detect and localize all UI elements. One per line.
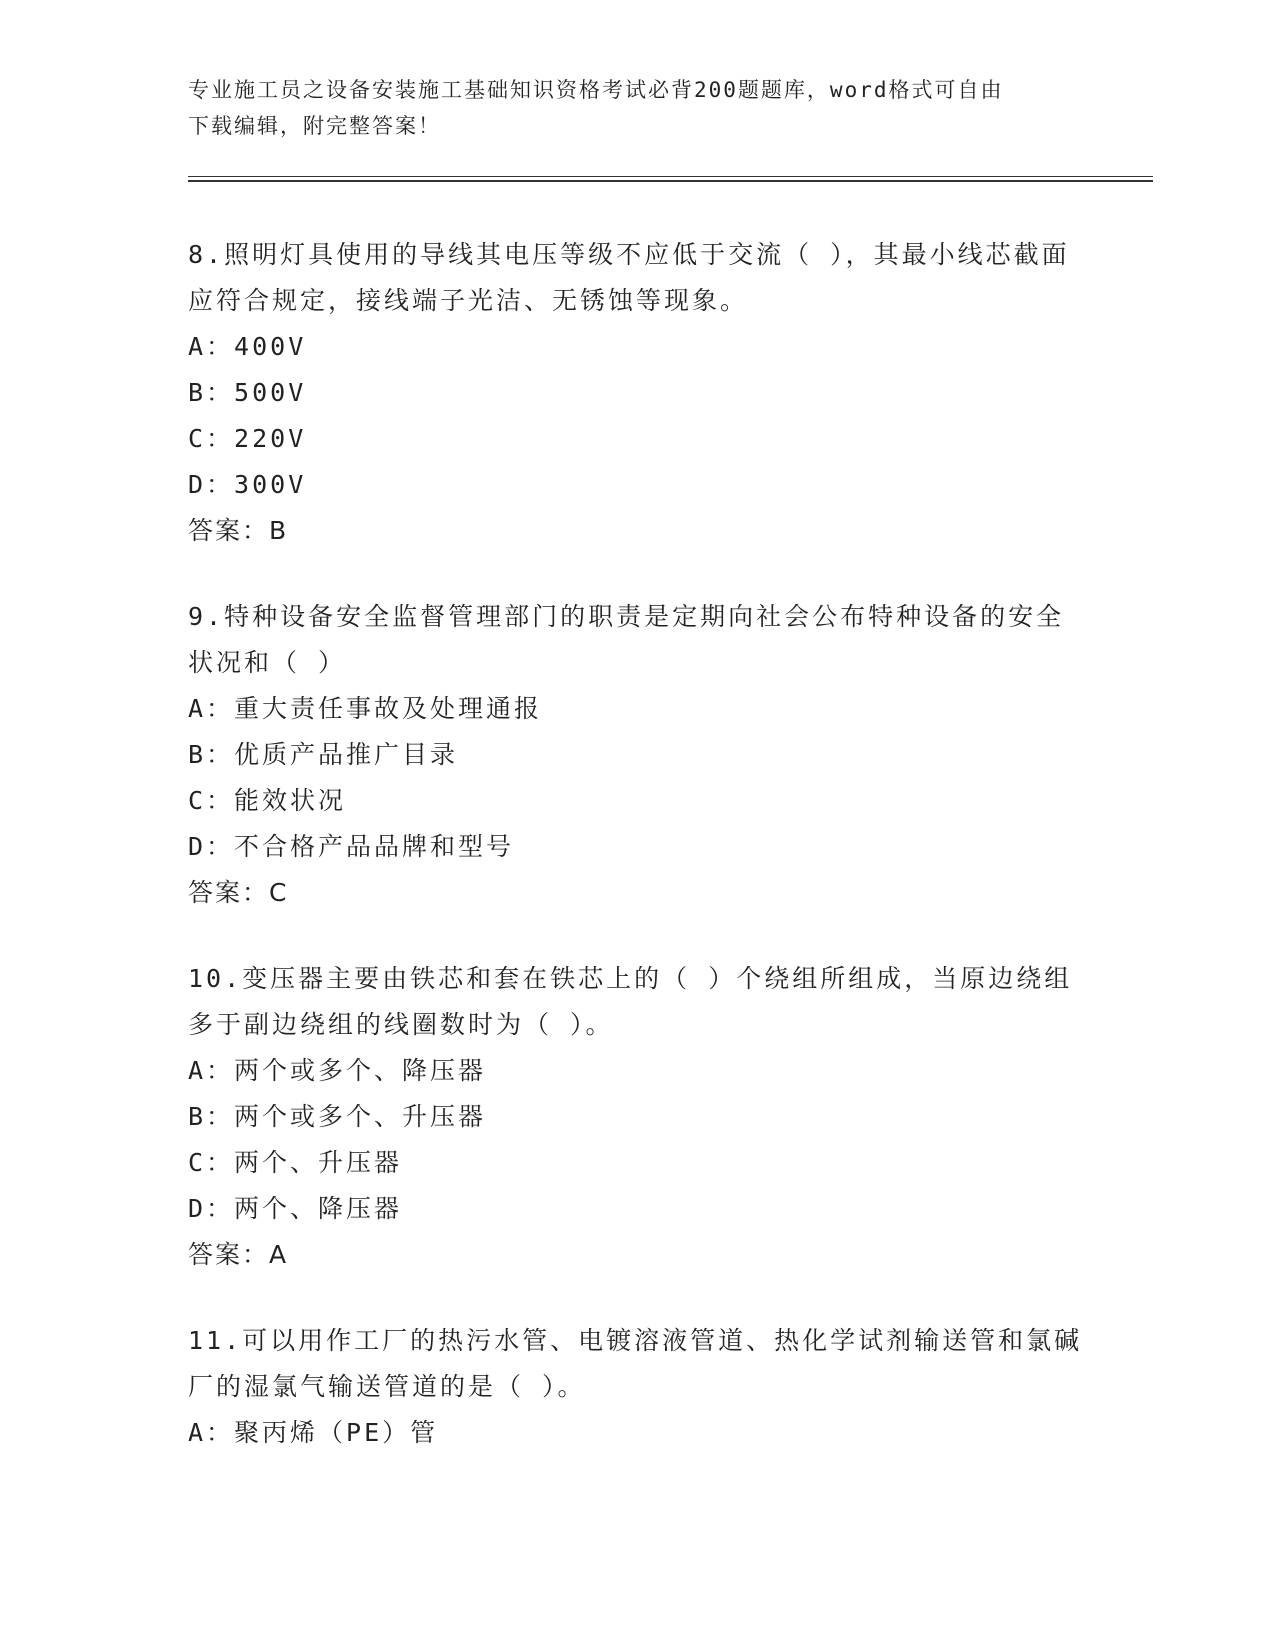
header-divider — [188, 176, 1153, 177]
question-11 — [188, 1318, 1088, 1456]
question-10 — [188, 956, 1088, 1278]
question-8 — [188, 232, 1088, 554]
option-c: C：两个、升压器 — [188, 1148, 403, 1177]
answer: 答案：C — [188, 878, 289, 907]
option-a: A：400V — [188, 332, 307, 361]
answer: 答案：A — [188, 1240, 289, 1269]
header-line-2: 下载编辑，附完整答案！ — [188, 114, 441, 138]
option-d: D：300V — [188, 470, 307, 499]
option-a: A：重大责任事故及处理通报 — [188, 694, 543, 723]
option-a: A：两个或多个、降压器 — [188, 1056, 487, 1085]
answer: 答案：B — [188, 516, 289, 545]
option-a: A：聚丙烯（PE）管 — [188, 1418, 439, 1447]
question-9 — [188, 594, 1088, 916]
option-b: B：两个或多个、升压器 — [188, 1102, 487, 1131]
option-b: B：优质产品推广目录 — [188, 740, 459, 769]
question-stem: 10.变压器主要由铁芯和套在铁芯上的（ ）个绕组所组成，当原边绕组多于副边绕组的线圈数时为（ ）。 — [188, 964, 1073, 1039]
question-list — [188, 232, 1088, 1496]
option-b: B：500V — [188, 378, 307, 407]
option-c: C：能效状况 — [188, 786, 347, 815]
option-d: D：两个、降压器 — [188, 1194, 403, 1223]
header-divider — [188, 180, 1153, 182]
question-stem: 11.可以用作工厂的热污水管、电镀溶液管道、热化学试剂输送管和氯碱厂的湿氯气输送管道的是（ ）。 — [188, 1326, 1083, 1401]
option-c: C：220V — [188, 424, 307, 453]
question-stem: 8.照明灯具使用的导线其电压等级不应低于交流（ ），其最小线芯截面应符合规定，接线端子光洁、无锈蚀等现象。 — [188, 240, 1070, 315]
document-header — [188, 72, 1088, 144]
header-line-1: 专业施工员之设备安装施工基础知识资格考试必背200题题库，word格式可自由 — [188, 78, 1004, 102]
question-stem: 9.特种设备安全监督管理部门的职责是定期向社会公布特种设备的安全状况和（ ） — [188, 602, 1065, 677]
option-d: D：不合格产品品牌和型号 — [188, 832, 515, 861]
